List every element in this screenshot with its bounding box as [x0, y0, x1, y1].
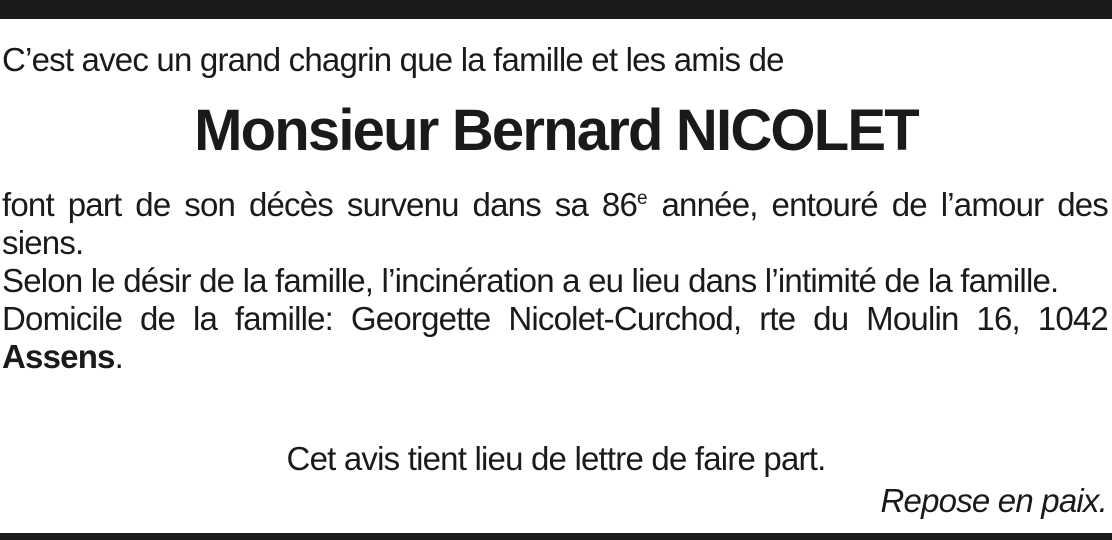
bottom-rule — [0, 533, 1112, 540]
notice-body — [2, 186, 1108, 376]
domicile-address: Domicile de la famille: Georgette Nicolet-Curchod, rte du Moulin 16, 1042 — [2, 300, 1108, 337]
domicile-end: . — [114, 338, 123, 375]
death-text-end: année, entouré de l’amour des siens. — [2, 186, 1108, 261]
death-announcement — [2, 186, 1108, 262]
domicile-town: Assens — [2, 338, 115, 375]
ordinal-suffix: e — [637, 188, 648, 209]
intro-line: C’est avec un grand chagrin que la famille et les amis de — [2, 41, 784, 78]
farewell-line: Repose en paix. — [880, 482, 1107, 519]
death-text: font part de son décès survenu dans sa 86 — [2, 186, 638, 223]
family-domicile — [2, 300, 1108, 376]
cremation-note: Selon le désir de la famille, l’incinération a eu lieu dans l’intimité de la famille. — [2, 262, 1059, 299]
deceased-name: Monsieur Bernard NICOLET — [194, 98, 918, 163]
closing-line: Cet avis tient lieu de lettre de faire part. — [286, 440, 826, 477]
top-rule — [0, 0, 1112, 19]
